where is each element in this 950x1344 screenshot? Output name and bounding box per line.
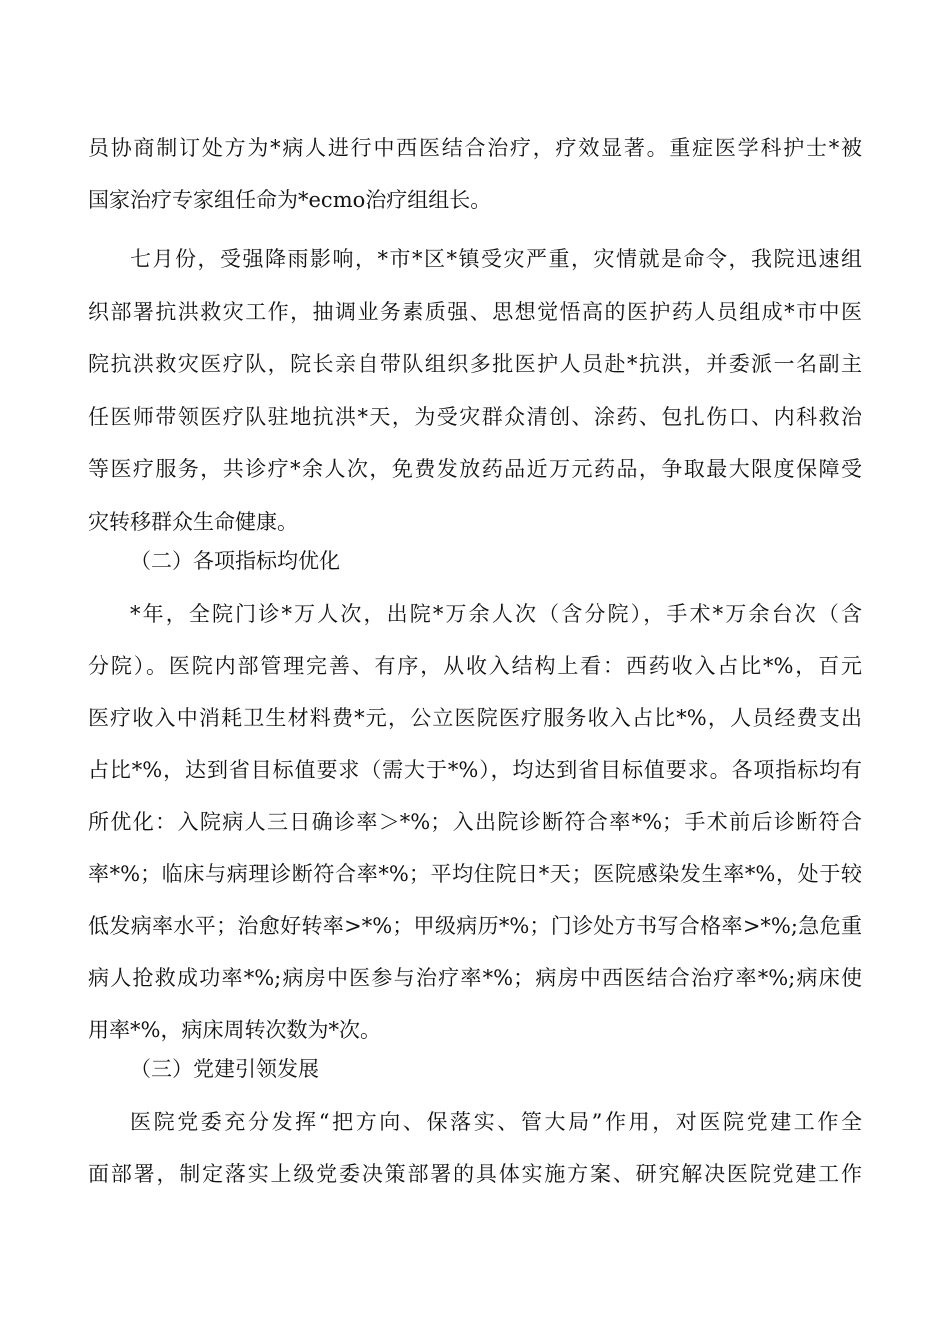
text-line: 分院）。医院内部管理完善、有序，从收入结构上看：西药收入占比*%，百元 <box>88 654 862 678</box>
text-line: 用率*%，病床周转次数为*次。 <box>88 1018 381 1042</box>
text-line: 员协商制订处方为*病人进行中西医结合治疗，疗效显著。重症医学科护士*被 <box>88 136 862 160</box>
text-line: 任医师带领医疗队驻地抗洪*天，为受灾群众清创、涂药、包扎伤口、内科救治 <box>88 405 862 429</box>
text-line: 面部署，制定落实上级党委决策部署的具体实施方案、研究解决医院党建工作 <box>88 1162 862 1186</box>
section-heading: （二）各项指标均优化 <box>130 549 340 573</box>
text-line: 率*%；临床与病理诊断符合率*%；平均住院日*天；医院感染发生率*%，处于较 <box>88 862 862 886</box>
text-line: 国家治疗专家组任命为*ecmo治疗组组长。 <box>88 188 492 212</box>
text-line: 织部署抗洪救灾工作，抽调业务素质强、思想觉悟高的医护药人员组成*市中医 <box>88 300 862 324</box>
text-line: 占比*%，达到省目标值要求（需大于*%），均达到省目标值要求。各项指标均有 <box>88 758 862 782</box>
text-line: 灾转移群众生命健康。 <box>88 510 298 534</box>
text-line: 医院党委充分发挥“把方向、保落实、管大局”作用，对医院党建工作全 <box>130 1110 862 1134</box>
section-heading: （三）党建引领发展 <box>130 1057 319 1081</box>
text-line: 医疗收入中消耗卫生材料费*元，公立医院医疗服务收入占比*%，人员经费支出 <box>88 706 862 730</box>
text-line: 低发病率水平；治愈好转率>*%；甲级病历*%；门诊处方书写合格率>*%;急危重 <box>88 914 862 938</box>
text-line: 等医疗服务，共诊疗*余人次，免费发放药品近万元药品，争取最大限度保障受 <box>88 457 862 481</box>
text-line: 院抗洪救灾医疗队，院长亲自带队组织多批医护人员赴*抗洪，并委派一名副主 <box>88 352 862 376</box>
text-line: *年，全院门诊*万人次，出院*万余人次（含分院），手术*万余台次（含 <box>130 602 862 626</box>
text-line: 七月份，受强降雨影响，*市*区*镇受灾严重，灾情就是命令，我院迅速组 <box>130 247 862 271</box>
text-line: 所优化：入院病人三日确诊率＞*%；入出院诊断符合率*%；手术前后诊断符合 <box>88 810 862 834</box>
text-line: 病人抢救成功率*%;病房中医参与治疗率*%；病房中西医结合治疗率*%;病床使 <box>88 966 862 990</box>
